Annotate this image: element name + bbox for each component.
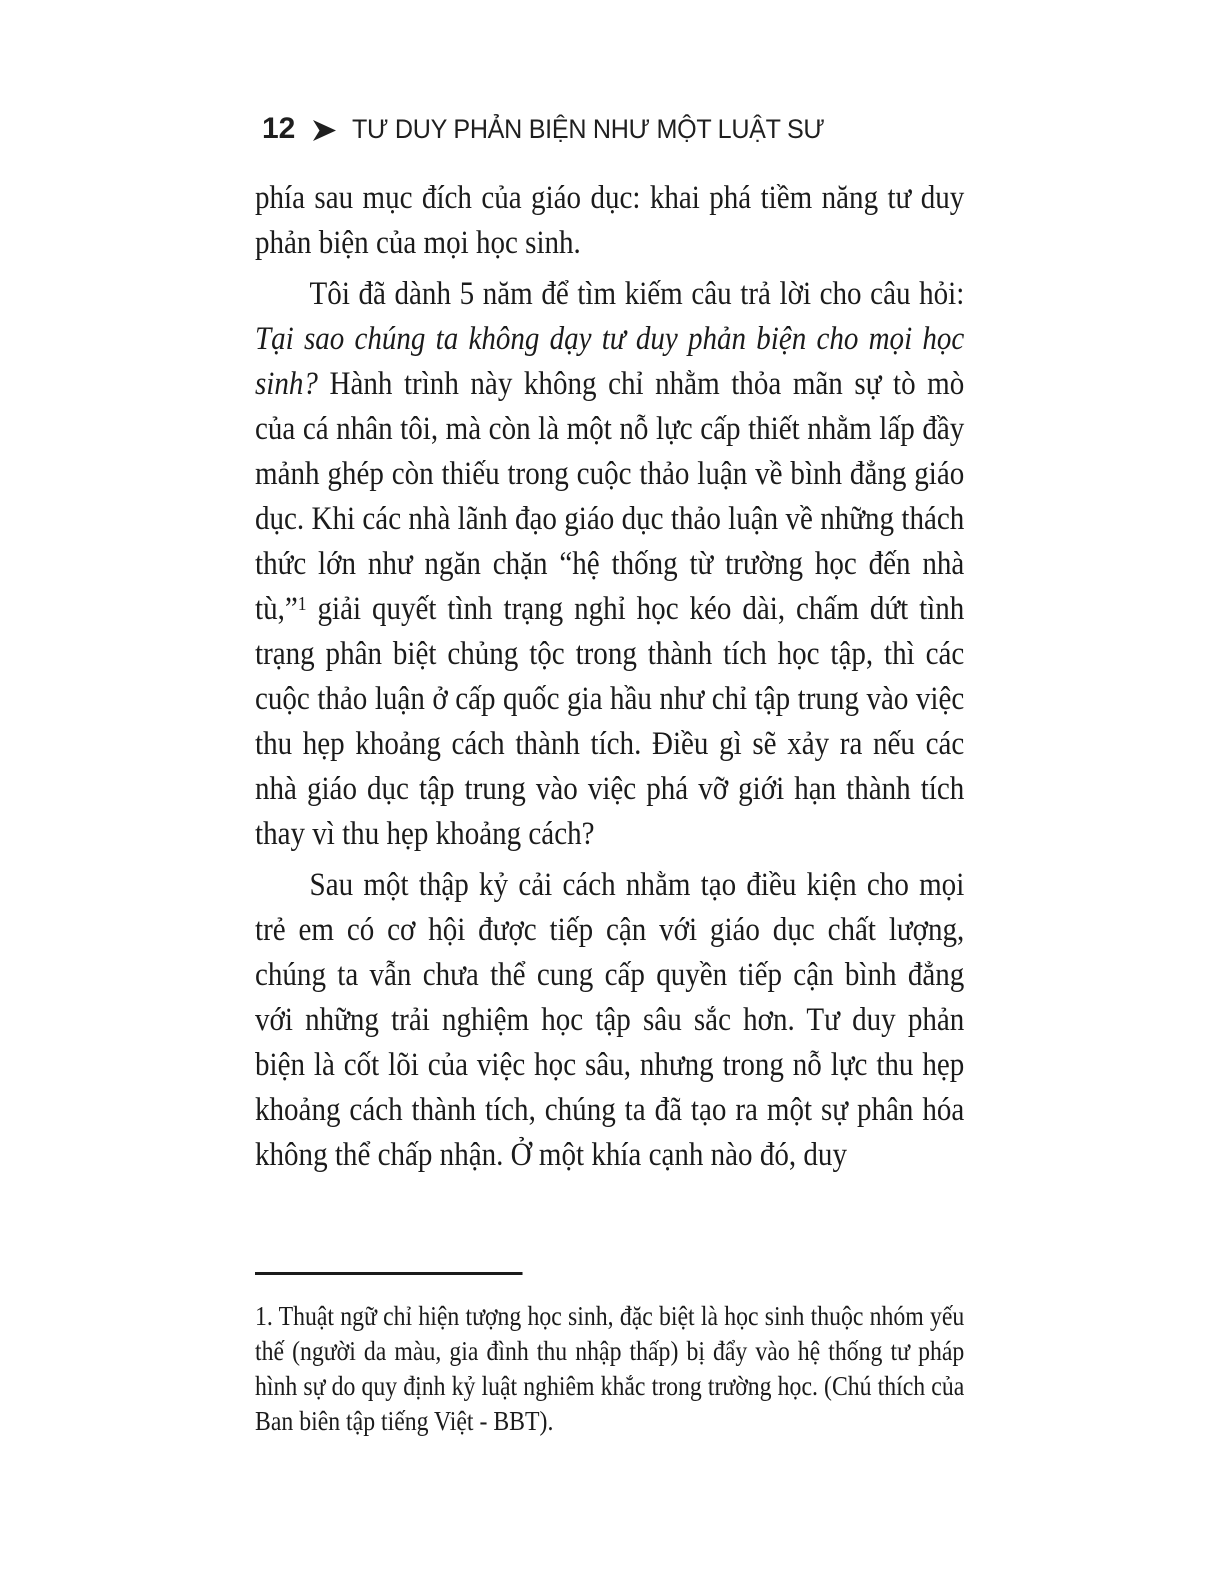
footnote-divider — [255, 1272, 523, 1275]
text-segment: Hành trình này không chỉ nhằm thỏa mãn sự tò mò của cá nhân tôi, mà còn là một nỗ lực cấp thiết nhằm lấp đầy mảnh ghép còn thiếu trong cuộc thảo luận về bình đẳng giáo dục. Khi các nhà lãnh đạo giáo dục thảo luận về những thách thức lớn như ngăn chặn “hệ thống từ trường học đến nhà tù,” — [255, 366, 965, 627]
page-number: 12 — [262, 112, 296, 145]
footnote-text: 1. Thuật ngữ chỉ hiện tượng học sinh, đặc biệt là học sinh thuộc nhóm yếu thế (người da màu, gia đình thu nhập thấp) bị đẩy vào hệ thống tư pháp hình sự do quy định kỷ luật nghiêm khắc trong trường học. (Chú thích của Ban biên tập tiếng Việt - BBT). — [255, 1301, 965, 1436]
paragraph — [255, 863, 964, 1178]
footnote-area — [255, 1272, 964, 1439]
text-segment: Tôi đã dành 5 năm để tìm kiếm câu trả lời cho câu hỏi: — [309, 276, 965, 312]
footnote-marker: 1 — [297, 593, 307, 615]
text-segment: phía sau mục đích của giáo dục: khai phá tiềm năng tư duy phản biện của mọi học sinh. — [255, 180, 965, 261]
text-segment: Tại sao chúng ta không dạy tư duy phản biện cho mọi học sinh? — [255, 321, 965, 402]
text-segment: Sau một thập kỷ cải cách nhằm tạo điều kiện cho mọi trẻ em có cơ hội được tiếp cận với giáo dục chất lượng, chúng ta vẫn chưa thể cung cấp quyền tiếp cận bình đẳng với những trải nghiệm học tập sâu sắc hơn. Tư duy phản biện là cốt lõi của việc học sâu, nhưng trong nỗ lực thu hẹp khoảng cách thành tích, chúng ta đã tạo ra một sự phân hóa không thể chấp nhận. Ở một khía cạnh nào đó, duy — [255, 867, 965, 1173]
running-title: TƯ DUY PHẢN BIỆN NHƯ MỘT LUẬT SƯ — [352, 113, 825, 144]
running-header — [262, 112, 861, 146]
paragraph — [255, 272, 964, 857]
text-segment: giải quyết tình trạng nghỉ học kéo dài, chấm dứt tình trạng phân biệt chủng tộc trong thành tích học tập, thì các cuộc thảo luận ở cấp quốc gia hầu như chỉ tập trung vào việc thu hẹp khoảng cách thành tích. Điều gì sẽ xảy ra nếu các nhà giáo dục tập trung vào việc phá vỡ giới hạn thành tích thay vì thu hẹp khoảng cách? — [255, 591, 965, 852]
paragraph-continuation — [255, 176, 964, 266]
right-arrowhead-icon — [313, 120, 336, 141]
body-text — [255, 176, 964, 1178]
